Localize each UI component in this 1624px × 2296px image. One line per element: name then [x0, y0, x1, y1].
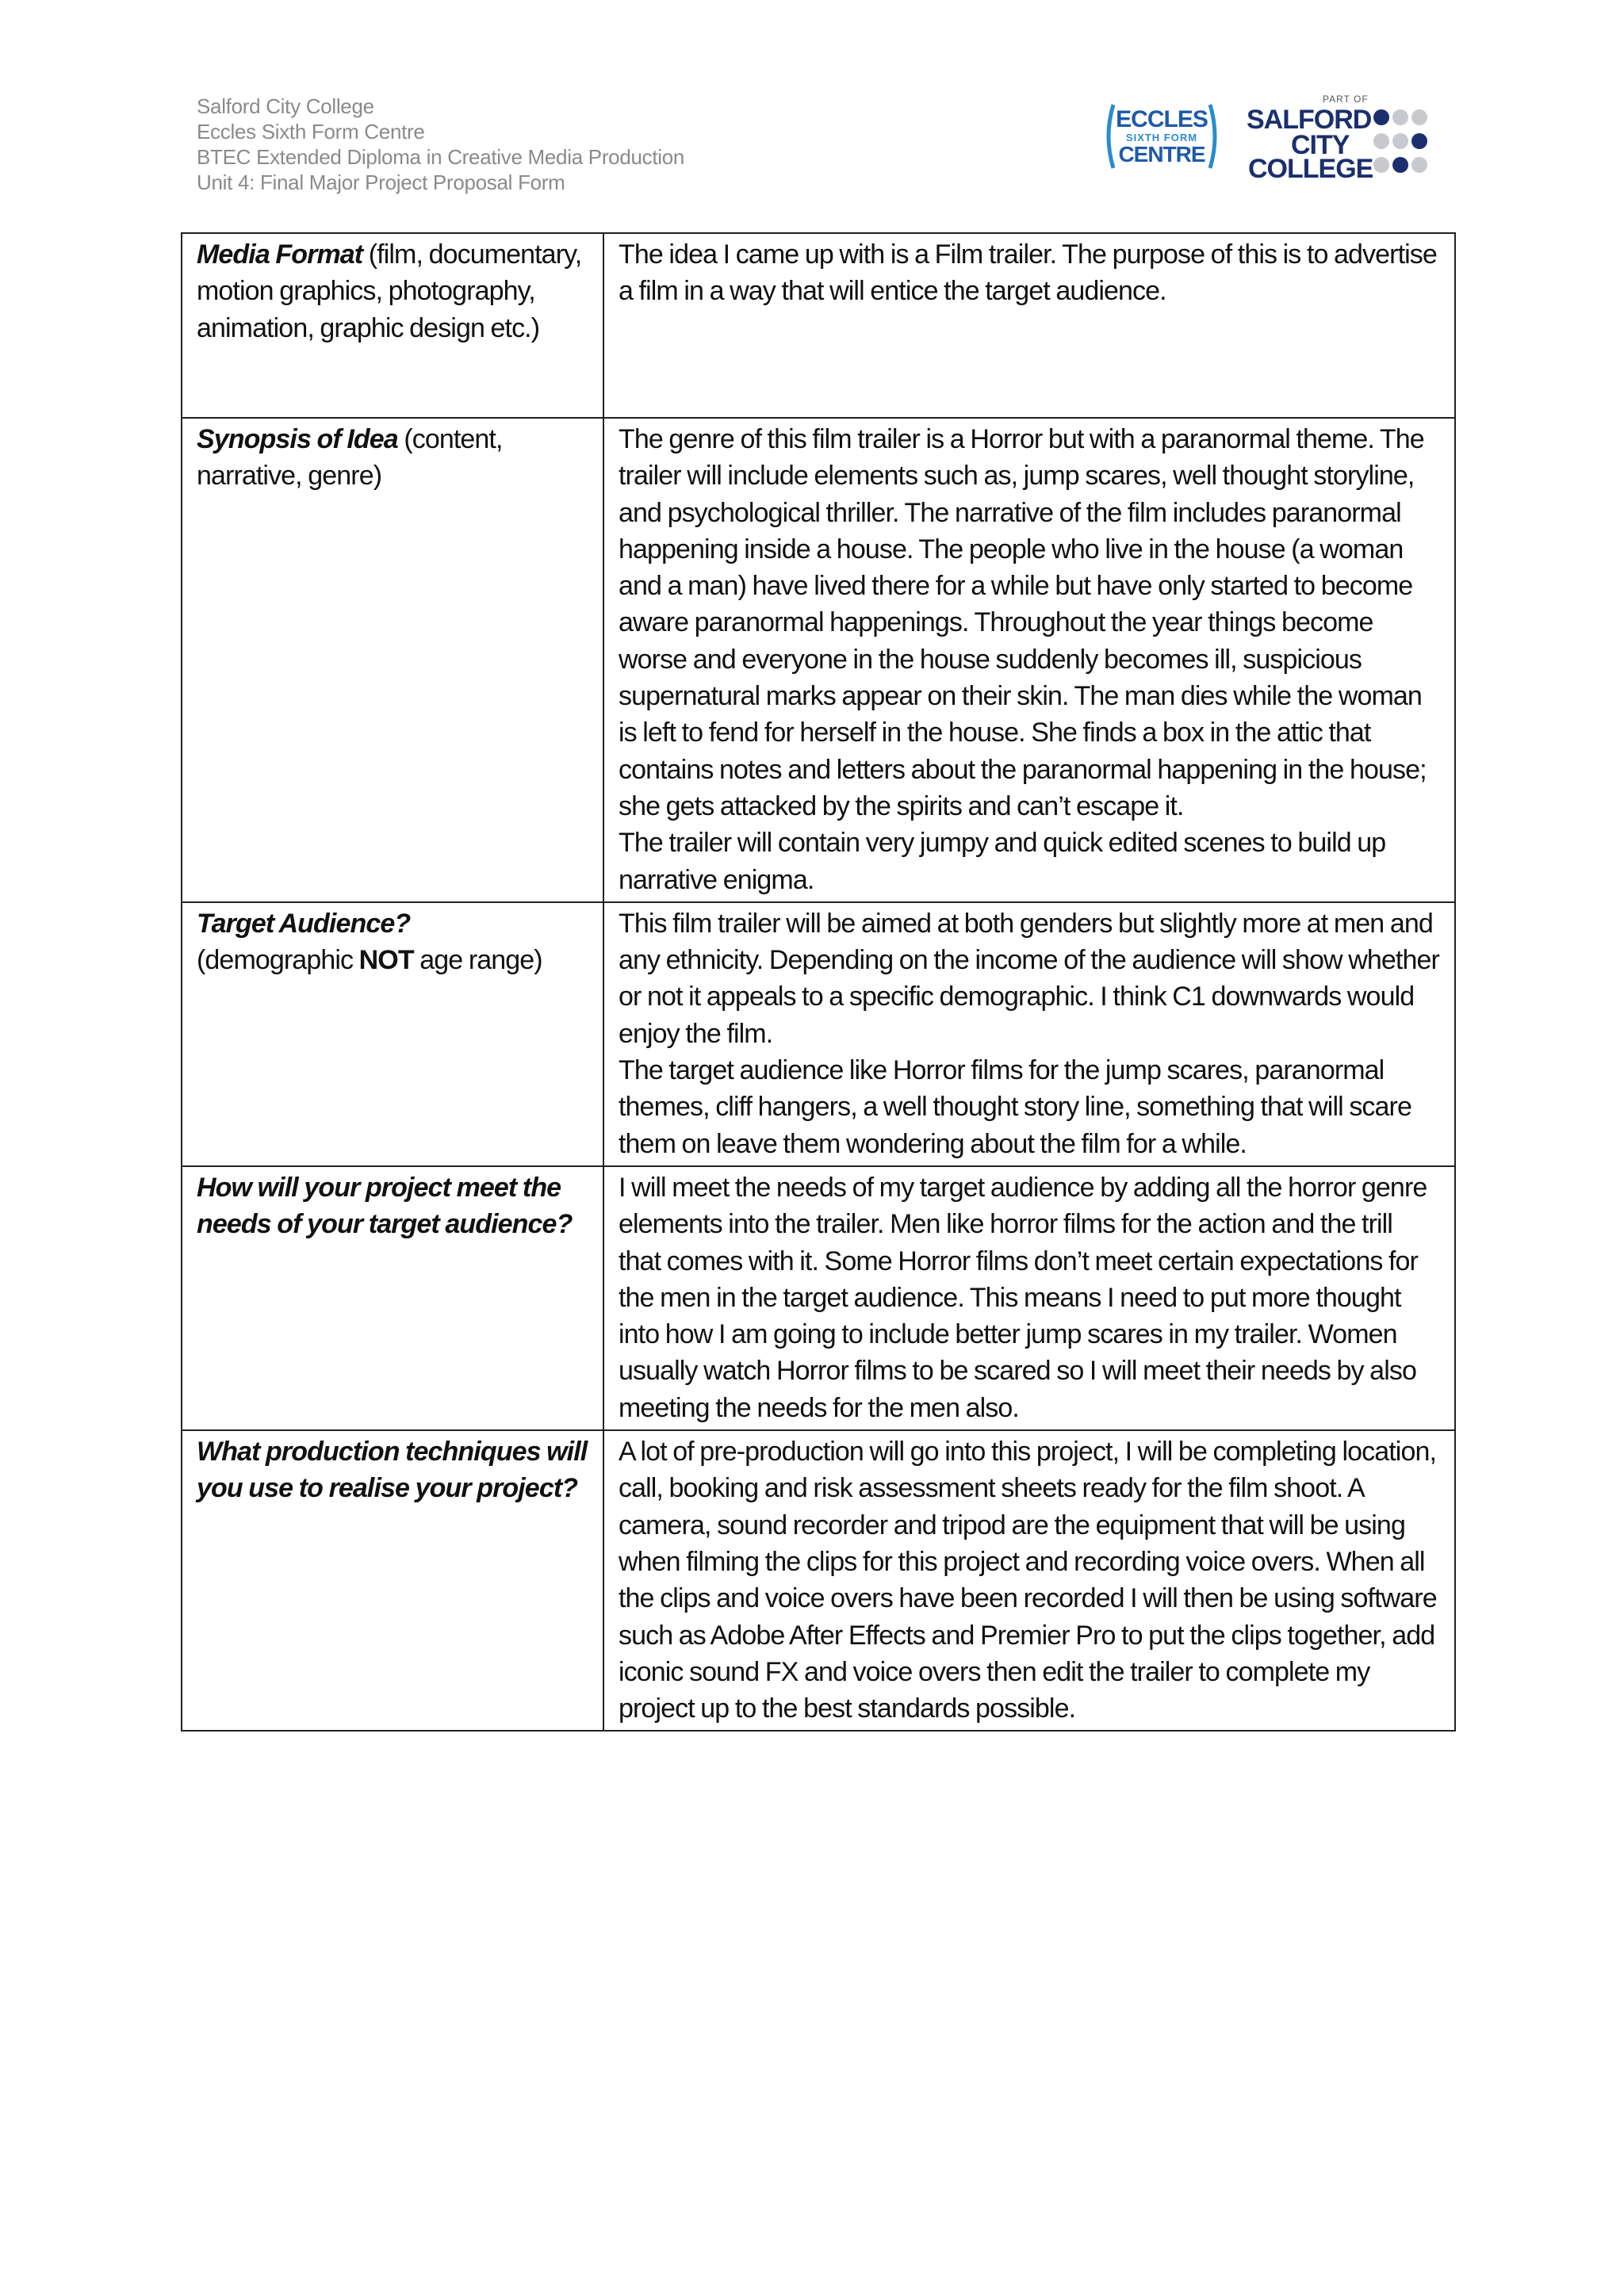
- row-meet-needs: [182, 1166, 1455, 1430]
- salford-city-college-logo: [1243, 94, 1427, 184]
- question-title: How will your project meet the needs of your target audience?: [197, 1172, 573, 1240]
- question-title: What production techniques will you use to realise your project?: [197, 1437, 588, 1504]
- answer-paragraph: I will meet the needs of my target audience by adding all the horror genre elements into the trailer. Men like horror films for the action and the trill that comes with it. Some Horror films don’t meet certain expectations for the men in the target audience. This means I need to put more thought into how I am going to include better jump scares in my trailer. Women usually watch Horror films to be scared so I will meet their needs by also meeting the needs for the men also.: [619, 1172, 1427, 1423]
- answer-paragraph: This film trailer will be aimed at both genders but slightly more at men and any ethnicity. Depending on the income of the audience will show whether or not it appeals to a specific demographic. I think C1 downwards would enjoy the film.: [619, 908, 1439, 1049]
- salford-logo-line2: CITY: [1291, 130, 1350, 160]
- question-detail: (content, narrative, genre): [197, 424, 503, 492]
- salford-logo-part-of: PART OF: [1323, 94, 1369, 105]
- eccles-logo-line3: CENTRE: [1118, 142, 1205, 166]
- logo-dot: [1373, 109, 1389, 125]
- row-production-techniques: [182, 1430, 1455, 1731]
- eccles-logo: [1102, 94, 1221, 179]
- logo-dot: [1411, 157, 1427, 173]
- answer-cell: [603, 233, 1455, 418]
- header-unit: Unit 4: Final Major Project Proposal Form: [197, 170, 565, 194]
- logo-dot: [1411, 133, 1427, 149]
- question-cell: [182, 233, 603, 418]
- question-detail: (demographic: [197, 945, 359, 976]
- eccles-logo-line1: ECCLES: [1116, 106, 1208, 132]
- answer-cell: [603, 902, 1455, 1166]
- answer-paragraph: The idea I came up with is a Film trailer. The purpose of this is to advertise a film in a way that will entice the target audience.: [619, 239, 1437, 307]
- question-cell: [182, 418, 603, 902]
- document-header: [197, 94, 910, 195]
- question-detail: (film, documentary, motion graphics, photography, animation, graphic design etc.): [197, 239, 582, 343]
- header-college: Salford City College: [197, 94, 374, 118]
- logo-dot: [1392, 133, 1408, 149]
- row-synopsis: [182, 418, 1455, 902]
- question-title: Synopsis of Idea: [197, 424, 398, 454]
- answer-cell: [603, 418, 1455, 902]
- question-detail: age range): [413, 945, 542, 976]
- salford-logo-line3: COLLEGE: [1248, 154, 1373, 184]
- salford-logo-line1: SALFORD: [1247, 105, 1372, 135]
- question-title: Target Audience?: [197, 908, 411, 939]
- question-title: Media Format: [197, 239, 363, 270]
- question-detail-emphasis: NOT: [358, 945, 414, 976]
- answer-paragraph: The genre of this film trailer is a Horror but with a paranormal theme. The trailer will include elements such as, jump scares, well thought storyline, and psychological thriller. The narrative of the film includes paranormal happening inside a house. The people who live in the house (a woman and a man) have lived there for a while but have only started to become aware paranormal happenings. Throughout the year things become worse and everyone in the house suddenly becomes ill, suspicious supernatural marks appear on their skin. The man dies while the woman is left to fend for herself in the house. She finds a box in the attic that contains notes and letters about the paranormal happening in the house; she gets attacked by the spirits and can’t escape it.: [619, 424, 1427, 821]
- header-centre: Eccles Sixth Form Centre: [197, 120, 425, 144]
- eccles-logo-line2: SIXTH FORM: [1125, 132, 1198, 144]
- proposal-table: [181, 232, 1456, 1732]
- answer-paragraph: The target audience like Horror films for the jump scares, paranormal themes, cliff hangers, a well thought story line, something that will scare them on leave them wondering about the film for a while.: [619, 1055, 1411, 1159]
- answer-paragraph: A lot of pre-production will go into this project, I will be completing location, call, booking and risk assessment sheets ready for the film shoot. A camera, sound recorder and tripod are the equipment that will be using when filming the clips for this project and recording voice overs. When all the clips and voice overs have been recorded I will then be using software such as Adobe After Effects and Premier Pro to put the clips together, add iconic sound FX and voice overs then edit the trailer to complete my project up to the best standards possible.: [619, 1437, 1437, 1724]
- logo-dot: [1411, 109, 1427, 125]
- question-cell: [182, 1430, 603, 1731]
- logo-dot: [1373, 133, 1389, 149]
- header-course: BTEC Extended Diploma in Creative Media Production: [197, 145, 685, 169]
- row-target-audience: [182, 902, 1455, 1166]
- answer-paragraph: The trailer will contain very jumpy and quick edited scenes to build up narrative enigma.: [619, 828, 1386, 895]
- question-cell: [182, 902, 603, 1166]
- logo-dot: [1373, 157, 1389, 173]
- logo-dot: [1392, 157, 1408, 173]
- row-media-format: [182, 233, 1455, 418]
- logo-dot: [1392, 109, 1408, 125]
- answer-cell: [603, 1166, 1455, 1430]
- question-cell: [182, 1166, 603, 1430]
- answer-cell: [603, 1430, 1455, 1731]
